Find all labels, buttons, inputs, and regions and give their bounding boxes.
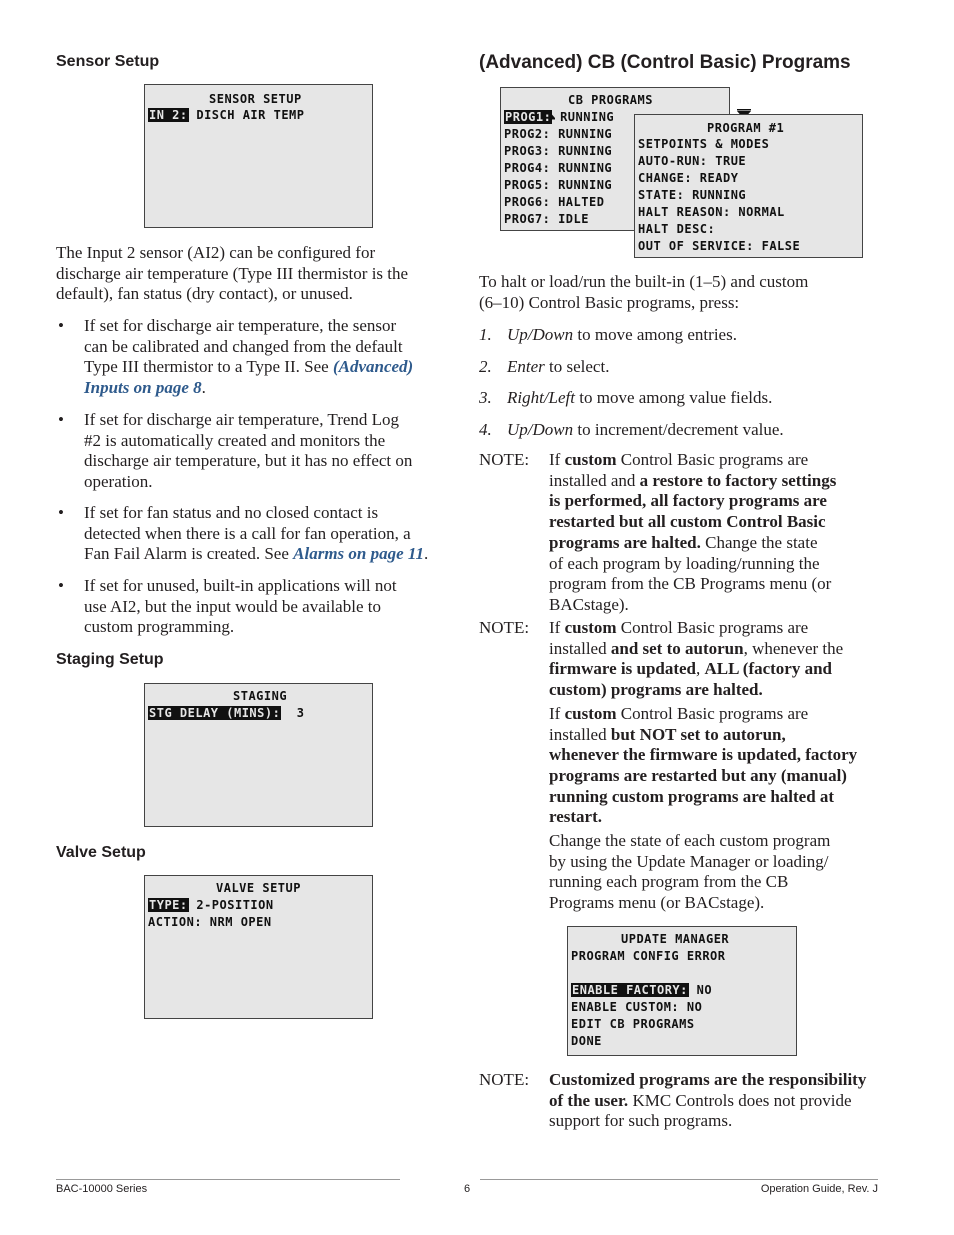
sensor-setup-lcd [144,84,373,228]
lcd-highlight: IN 2: [149,108,188,122]
lcd-row: IN 2: DISCH AIR TEMP [149,108,305,122]
lcd-highlight: STG DELAY (MINS): [149,706,281,720]
cb-programs-heading: (Advanced) CB (Control Basic) Programs [479,52,851,73]
valve-lcd [144,875,373,1019]
staging-lcd [144,683,373,827]
sensor-paragraph: The Input 2 sensor (AI2) can be configured for discharge air temperature (Type III thermistor is the default), fan status (dry contact), or unused. [56,243,409,304]
alarms-link[interactable]: Alarms on page 11 [293,544,424,564]
list-item: If set for discharge air temperature, Trend Log #2 is automatically created and monitors the discharge air temperature, but it has no effect on operation. [84,410,413,492]
page-number: 6 [464,1183,471,1195]
footer-rule-left [56,1179,400,1180]
lcd-row: ENABLE FACTORY: NO [572,983,713,997]
sensor-setup-heading: Sensor Setup [56,53,160,70]
lcd-row: CHANGE: READY [638,171,739,185]
lcd-row: PROG2: RUNNING [504,127,613,141]
footer-left: BAC-10000 Series [56,1183,148,1195]
lcd-title: SENSOR SETUP [209,92,302,106]
lcd-row: TYPE: 2-POSITION [149,898,274,912]
lcd-row: STATE: RUNNING [638,188,747,202]
lcd-row: SETPOINTS & MODES [638,137,770,151]
lcd-row: HALT REASON: NORMAL [638,205,785,219]
update-manager-lcd [567,926,797,1056]
advanced-link-part1[interactable]: (Advanced) [332,357,414,377]
footer-right: Operation Guide, Rev. J [760,1183,878,1195]
list-item: If set for fan status and no closed contact is detected when there is a call for fan operation, a Fan Fail Alarm is created. See Alarms on page 11. [84,503,429,564]
lcd-row: PROG4: RUNNING [504,161,613,175]
lcd-row: PROG3: RUNNING [504,144,613,158]
list-item: If set for unused, built-in applications will not use AI2, but the input would be available to custom programming. [84,576,397,637]
lcd-title: VALVE SETUP [216,881,301,895]
valve-setup-heading: Valve Setup [56,844,146,861]
advanced-inputs-link[interactable]: Inputs on page 8 [84,378,202,398]
lcd-highlight: ENABLE FACTORY: [572,983,688,997]
lcd-row: PROG1: RUNNING [505,110,615,124]
lcd-row: PROG5: RUNNING [504,178,613,192]
lcd-row: ACTION: NRM OPEN [148,915,272,929]
lcd-row: OUT OF SERVICE: FALSE [638,239,801,253]
footer-rule-right [480,1179,878,1180]
lcd-row: EDIT CB PROGRAMS [571,1017,695,1031]
lcd-title: UPDATE MANAGER [621,932,730,946]
lcd-row: AUTO-RUN: TRUE [638,154,747,168]
cb-intro: To halt or load/run the built-in (1–5) and custom (6–10) Control Basic programs, press: [479,272,809,312]
lcd-title: STAGING [233,689,288,703]
lcd-highlight: PROG1: [505,110,552,124]
staging-setup-heading: Staging Setup [56,651,164,668]
program1-lcd [634,114,863,258]
lcd-row: STG DELAY (MINS): 3 [149,706,305,720]
lcd-title: PROGRAM #1 [707,121,785,135]
lcd-row: HALT DESC: [638,222,716,236]
steps-list: 1. Up/Down to move among entries. 2. Enter to select. 3. Right/Left to move among value fields. 4. Up/Down to increment/decrement value. [479,325,784,439]
lcd-row: ENABLE CUSTOM: NO [571,1000,703,1014]
lcd-title: CB PROGRAMS [568,93,653,107]
lcd-row: DONE [571,1034,602,1048]
lcd-row: PROG7: IDLE [504,212,589,226]
list-item: If set for discharge air temperature, the sensor can be calibrated and changed from the default Type III thermistor to a Type II. See (Advanced) Inputs on page 8. [84,316,414,398]
lcd-row: PROG6: HALTED [504,195,605,209]
lcd-highlight: TYPE: [149,898,188,912]
lcd-row: PROGRAM CONFIG ERROR [571,949,726,963]
